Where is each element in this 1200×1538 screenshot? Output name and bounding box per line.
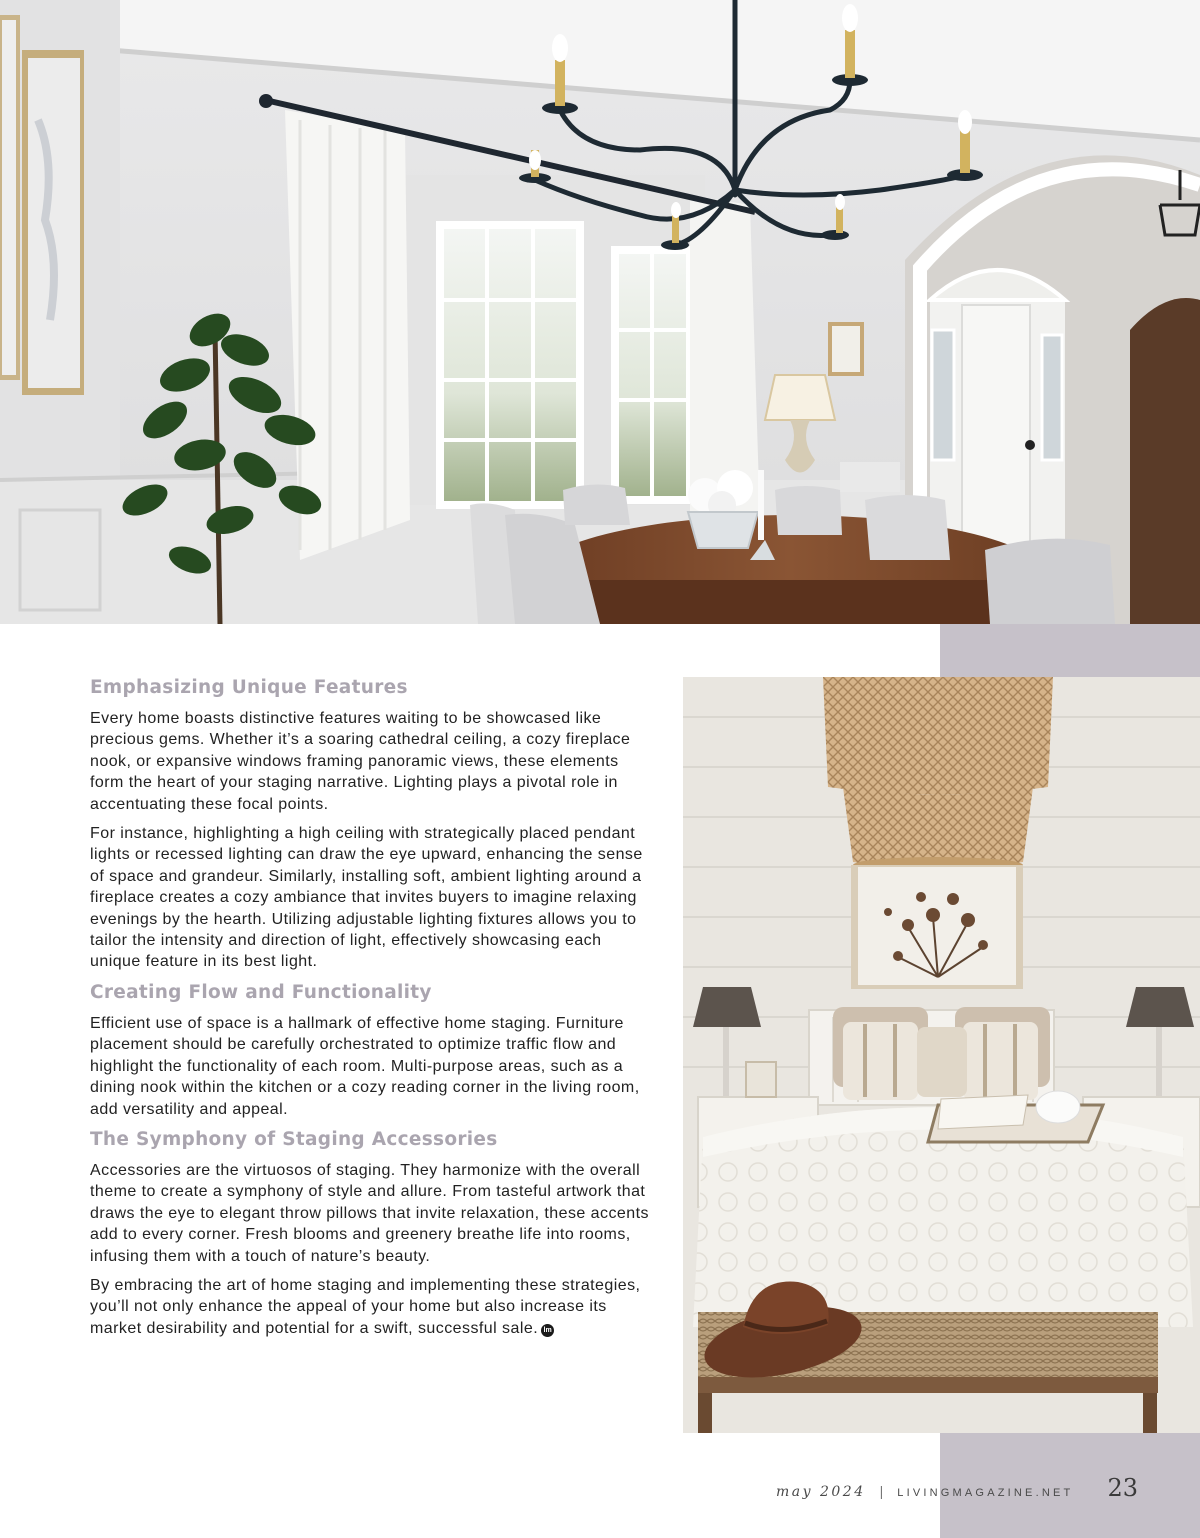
dining-room-photo [0,0,1200,624]
article-body [90,676,650,1347]
closing-paragraph-text: By embracing the art of home staging and implementing these strategies, you’ll not only enhance the appeal of your home but also increase its market desirability and potential for a swift, successful sale. [90,1276,641,1337]
section-heading-flow-functionality: Creating Flow and Functionality [90,981,432,1003]
issue-date: may 2024 [776,1484,866,1500]
end-mark-icon: lm [541,1324,554,1337]
paragraph: Efficient use of space is a hallmark of effective home staging. Furniture placement should be carefully orchestrated to optimize traffic flow and highlight the functionality of each room. Multi-purpose areas, such as a dining nook within the kitchen or a cozy reading corner in the living room, add versatility and appeal. [90,1014,640,1118]
paragraph: For instance, highlighting a high ceiling with strategically placed pendant lights or recessed lighting can draw the eye upward, enhancing the sense of space and grandeur. Similarly, installing soft, ambient lighting around a fireplace creates a cozy ambiance that invites buyers to imagine relaxing evenings by the hearth. Utilizing adjustable lighting fixtures allows you to tailor the intensity and direction of light, effectively showcasing each unique feature in its best light. [90,825,643,971]
paragraph: Every home boasts distinctive features waiting to be showcased like precious gems. Whether it’s a soaring cathedral ceiling, a cozy fireplace nook, or expansive windows framing panoramic views, these elements form the heart of your staging narrative. Lighting plays a pivotal role in accentuating these focal points. [90,710,631,813]
closing-paragraph [90,1275,650,1339]
section-heading-staging-accessories: The Symphony of Staging Accessories [90,1128,498,1150]
section-heading-unique-features: Emphasizing Unique Features [90,677,408,698]
page-footer [776,1474,1138,1504]
footer-separator: | [879,1483,884,1499]
page-number: 23 [1107,1474,1138,1502]
website-link[interactable]: LIVINGMAGAZINE.NET [897,1487,1074,1499]
paragraph: Accessories are the virtuosos of staging. They harmonize with the overall theme to create a symphony of style and allure. From tasteful artwork that draws the eye to elegant throw pillows that invite relaxation, these accents add to every corner. Fresh blooms and greenery breathe life into rooms, infusing them with a touch of nature’s beauty. [90,1161,649,1265]
bedroom-photo [683,677,1200,1433]
